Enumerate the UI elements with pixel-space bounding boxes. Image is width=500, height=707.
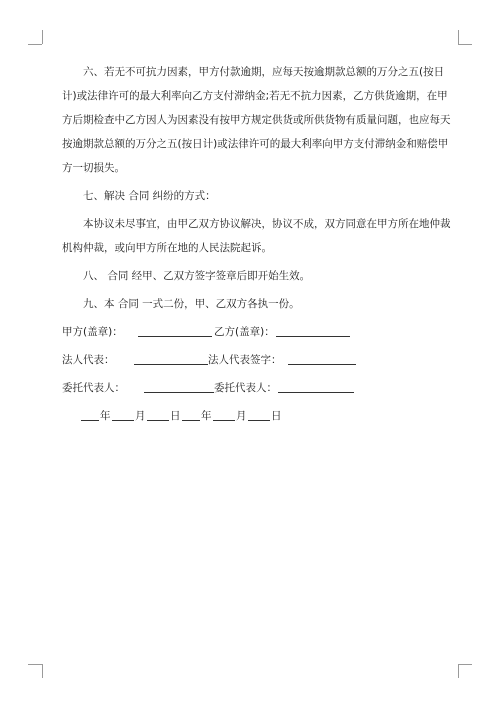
- agent-b-label: 委托代表人：: [214, 382, 277, 394]
- date-month-1-field[interactable]: [112, 420, 134, 421]
- agent-row: [62, 376, 440, 400]
- crop-mark-top-right-v: [458, 30, 459, 44]
- party-b-seal-label: 乙方(盖章)：: [214, 326, 275, 338]
- crop-mark-top-right-h: [458, 44, 472, 45]
- date-year-2-field[interactable]: [182, 420, 200, 421]
- clause-9: 九、本 合同 一式二份，甲、乙双方各执一份。: [83, 298, 300, 310]
- crop-mark-top-left-h: [28, 44, 42, 45]
- document-body: [62, 60, 451, 428]
- crop-mark-bottom-left-h: [28, 664, 42, 665]
- legal-rep-sign-field[interactable]: [288, 364, 356, 365]
- date-year-1-field[interactable]: [81, 420, 99, 421]
- date-day-1-field[interactable]: [147, 420, 169, 421]
- clause-6-line: 计)或法律许可的最大利率向乙方支付滞纳金;若无不抗力因素，乙方供货逾期，在甲: [62, 90, 448, 102]
- legal-rep-field[interactable]: [134, 364, 208, 365]
- crop-mark-bottom-right-v: [458, 664, 459, 678]
- party-a-seal-field[interactable]: [138, 336, 212, 337]
- clause-6-line: 按逾期款总额的万分之五(按日计)或法律许可的最大利率向甲方支付滞纳金和赔偿甲: [62, 138, 449, 150]
- agent-a-field[interactable]: [144, 392, 214, 393]
- clause-7-line: 本协议未尽事宜，由甲乙双方协议解决，协议不成，双方同意在甲方所在地仲裁: [83, 218, 451, 230]
- clause-6-line: 六、若无不可抗力因素，甲方付款逾期，应每天按逾期款总额的万分之五(按日: [83, 66, 445, 78]
- date-month-1-label: 月: [135, 410, 146, 422]
- date-row: [62, 404, 440, 428]
- date-year-2-label: 年: [201, 410, 212, 422]
- legal-rep-label: 法人代表：: [62, 354, 115, 366]
- party-b-seal-field[interactable]: [276, 336, 350, 337]
- date-day-2-field[interactable]: [248, 420, 270, 421]
- clause-7-line: 机构仲裁，或向甲方所在地的人民法院起诉。: [62, 242, 272, 254]
- clause-6-line: 方后期检查中乙方因人为因素没有按甲方规定供货或所供货物有质量问题，也应每天: [62, 114, 451, 126]
- agent-b-field[interactable]: [278, 392, 354, 393]
- party-seal-row: [62, 320, 440, 344]
- date-year-1-label: 年: [100, 410, 111, 422]
- agent-a-label: 委托代表人：: [62, 382, 125, 394]
- crop-mark-bottom-right-h: [458, 664, 472, 665]
- clause-6: [62, 60, 451, 180]
- crop-mark-bottom-left-v: [42, 664, 43, 678]
- date-day-1-label: 日: [170, 410, 181, 422]
- date-day-2-label: 日: [271, 410, 282, 422]
- clause-8: 八、 合同 经甲、乙双方签字签章后即开始生效。: [83, 270, 311, 282]
- clause-7-heading: 七、解决 合同 纠纷的方式：: [83, 190, 216, 202]
- clause-7: [62, 212, 451, 260]
- legal-rep-sign-label: 法人代表签字：: [208, 354, 282, 366]
- party-a-seal-label: 甲方(盖章)：: [62, 326, 123, 338]
- clause-6-line: 方一切损失。: [62, 162, 125, 174]
- legal-rep-row: [62, 348, 440, 372]
- crop-mark-top-left-v: [42, 30, 43, 44]
- date-month-2-field[interactable]: [213, 420, 235, 421]
- date-month-2-label: 月: [236, 410, 247, 422]
